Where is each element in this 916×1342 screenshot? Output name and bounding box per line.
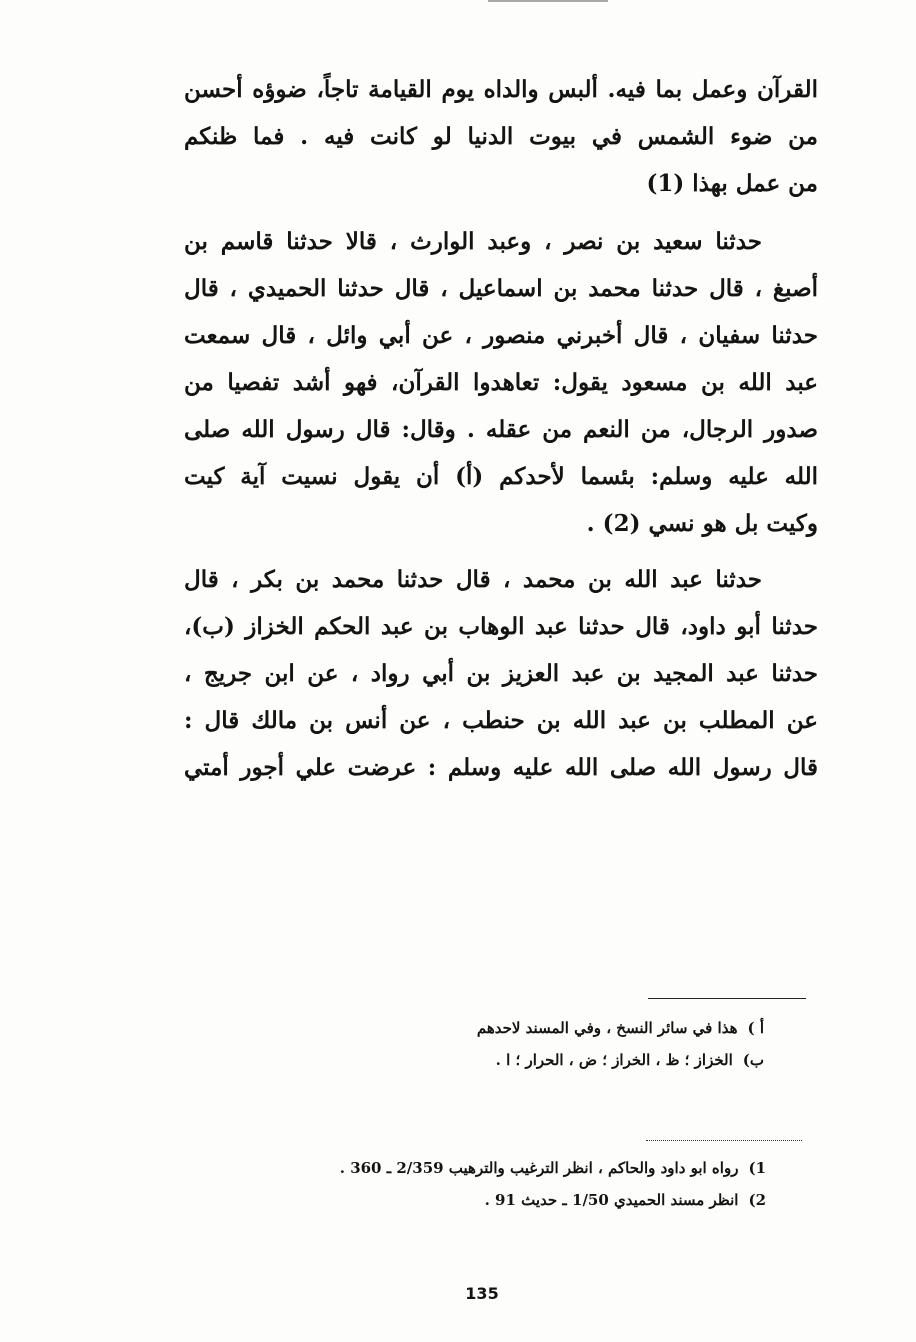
text-line: حدثنا عبد المجيد بن عبد العزيز بن أبي رواد ، عن ابن جريج ، <box>184 660 818 687</box>
footnote-separator <box>648 998 806 999</box>
text-line: قال رسول الله صلى الله عليه وسلم : عرضت علي أجور أمتي <box>184 754 818 781</box>
footnote-marker: 1) <box>748 1159 766 1177</box>
text-line: حدثنا سعيد بن نصر ، وعبد الوارث ، قالا حدثنا قاسم بن <box>184 228 762 255</box>
footnote-marker: أ ) <box>747 1019 764 1037</box>
text-line: عن المطلب بن عبد الله بن حنطب ، عن أنس بن مالك قال : <box>184 707 818 734</box>
top-edge-mark <box>488 0 608 6</box>
paragraph-2 <box>184 218 818 547</box>
text-line: أصبغ ، قال حدثنا محمد بن اسماعيل ، قال حدثنا الحميدي ، قال <box>184 275 818 302</box>
text-line: عبد الله بن مسعود يقول: تعاهدوا القرآن، فهو أشد تفصيا من <box>184 369 818 396</box>
apparatus-footnotes <box>477 1012 764 1076</box>
text-line: حدثنا عبد الله بن محمد ، قال حدثنا محمد بن بكر ، قال <box>184 566 762 593</box>
footnote-text: الخزاز ؛ ظ ، الخراز ؛ ض ، الحرار ؛ ا . <box>495 1051 733 1069</box>
text-line: الله عليه وسلم: بئسما لأحدكم (أ) أن يقول نسيت آية كيت <box>184 463 818 490</box>
text-line: وكيت بل هو نسي (2) . <box>586 510 818 537</box>
footnote-text: انظر مسند الحميدي 1/50 ـ حديث 91 . <box>484 1191 739 1209</box>
footnote-marker: ب) <box>742 1051 764 1069</box>
page-number: 135 <box>465 1284 499 1303</box>
text-line: صدور الرجال، من النعم من عقله . وقال: قال رسول الله صلى <box>184 416 818 443</box>
text-line: من عمل بهذا (1) <box>646 170 818 197</box>
paragraph-1 <box>184 66 818 207</box>
text-line: من ضوء الشمس في بيوت الدنيا لو كانت فيه . فما ظنكم <box>184 123 818 150</box>
text-line: القرآن وعمل بما فيه. ألبس والداه يوم القيامة تاجاً، ضوؤه أحسن <box>184 76 818 103</box>
paragraph-3 <box>184 556 818 791</box>
footnote <box>340 1152 766 1184</box>
footnote-text: هذا في سائر النسخ ، وفي المسند لاحدهم <box>476 1019 738 1037</box>
footnote <box>340 1184 766 1216</box>
footnote <box>477 1044 764 1076</box>
text-line: حدثنا سفيان ، قال أخبرني منصور ، عن أبي وائل ، قال سمعت <box>184 322 818 349</box>
footnote-text: رواه ابو داود والحاكم ، انظر الترغيب والترهيب 2/359 ـ 360 . <box>339 1159 739 1177</box>
source-footnotes <box>340 1152 766 1216</box>
footnote-marker: 2) <box>748 1191 766 1209</box>
footnote <box>477 1012 764 1044</box>
text-line: حدثنا أبو داود، قال حدثنا عبد الوهاب بن عبد الحكم الخزاز (ب)، <box>184 613 818 640</box>
dotted-separator <box>646 1140 802 1141</box>
